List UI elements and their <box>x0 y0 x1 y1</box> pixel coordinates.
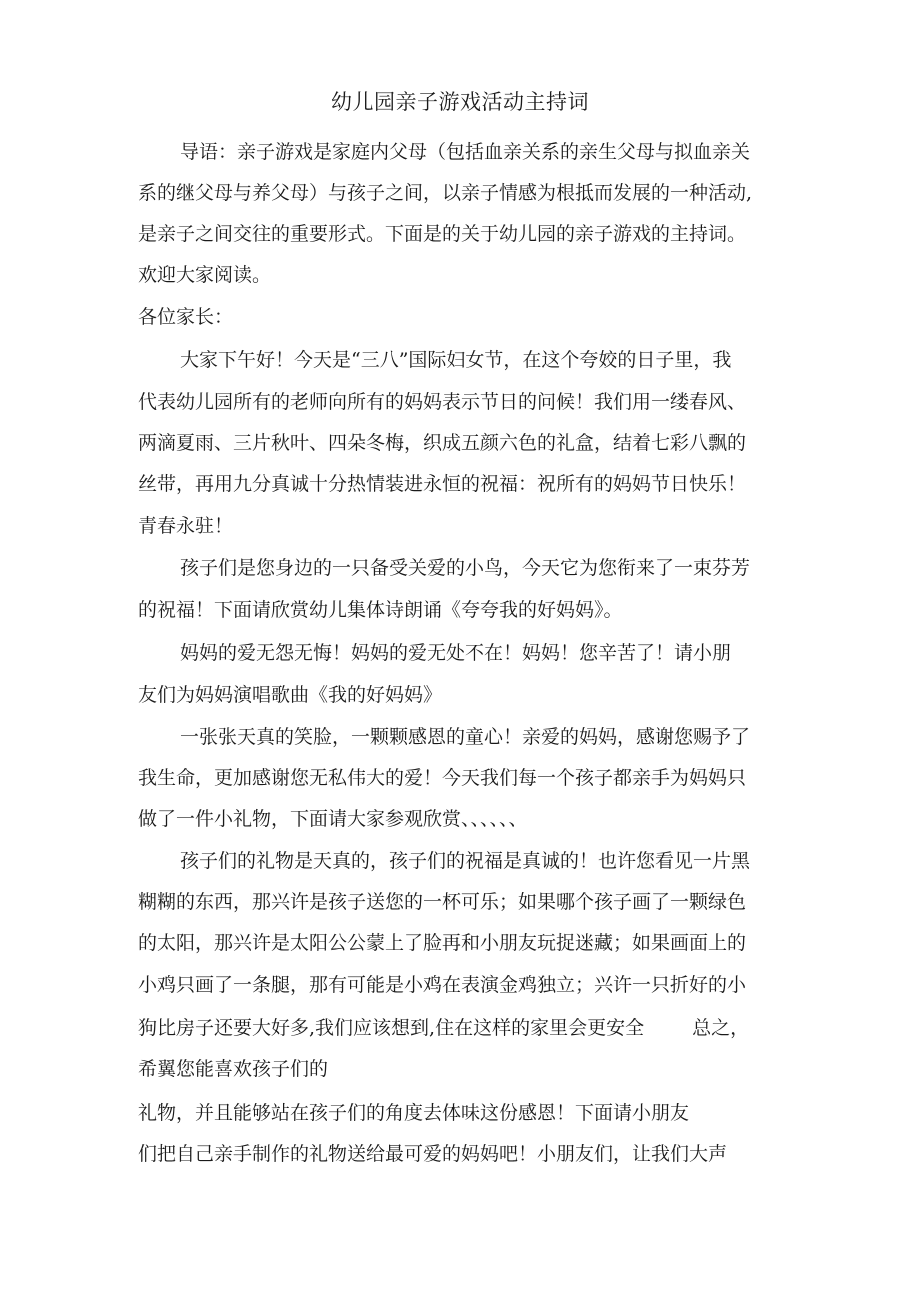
text-fragment: 狗比房子还要大好多,我们应该想到,住在这样的家里会更安全 <box>138 1017 645 1039</box>
text-line: 代表幼儿园所有的老师向所有的妈妈表示节日的问候！我们用一缕春风、 <box>138 391 747 413</box>
text-line: 妈妈的爱无怨无悔！妈妈的爱无处不在！妈妈！您辛苦了！请小朋 <box>180 642 732 664</box>
salutation: 各位家长： <box>138 306 234 328</box>
text-line: 的太阳，那兴许是太阳公公蒙上了脸再和小朋友玩捉迷藏；如果画面上的 <box>138 932 747 954</box>
text-line: 我生命，更加感谢您无私伟大的爱！今天我们每一个孩子都亲手为妈妈只 <box>138 767 747 789</box>
text-line <box>138 1016 749 1040</box>
text-line: 一张张天真的笑脸，一颗颗感恩的童心！亲爱的妈妈，感谢您赐予了 <box>180 726 751 748</box>
text-line: 丝带，再用九分真诚十分热情装进永恒的祝福：祝所有的妈妈节日快乐！ <box>138 473 747 495</box>
text-line: 青春永驻！ <box>138 515 234 537</box>
text-line: 两滴夏雨、三片秋叶、四朵冬梅，织成五颜六色的礼盒，结着七彩八飘的 <box>138 432 747 454</box>
text-line: 的祝福！下面请欣赏幼儿集体诗朗诵《夸夸我的好妈妈》。 <box>138 599 623 621</box>
document-title: 幼儿园亲子游戏活动主持词 <box>331 90 589 114</box>
text-fragment: 总之， <box>692 1017 750 1039</box>
text-line: 大家下午好！今天是“三八”国际妇女节，在这个夸姣的日子里，我 <box>180 349 732 371</box>
text-line: 希翼您能喜欢孩子们的 <box>138 1058 329 1080</box>
text-line: 孩子们是您身边的一只备受关爱的小鸟，今天它为您衔来了一束芬芳 <box>180 557 751 579</box>
text-line: 友们为妈妈演唱歌曲《我的好妈妈》 <box>138 684 443 706</box>
text-line: 系的继父母与养父母）与孩子之间，以亲子情感为根抵而发展的一种活动, <box>138 182 753 204</box>
text-line: 做了一件小礼物，下面请大家参观欣赏、、、、、、 <box>138 808 528 830</box>
text-line: 小鸡只画了一条腿，那有可能是小鸡在表演金鸡独立；兴许一只折好的小 <box>138 974 747 996</box>
text-line: 礼物，并且能够站在孩子们的角度去体味这份感恩！下面请小朋友 <box>138 1102 690 1124</box>
text-line: 是亲子之间交往的重要形式。下面是的关于幼儿园的亲子游戏的主持词。 <box>138 223 747 245</box>
text-line: 欢迎大家阅读。 <box>138 264 272 286</box>
text-line: 孩子们的礼物是天真的，孩子们的祝福是真诚的！也许您看见一片黑 <box>180 850 751 872</box>
text-line: 们把自己亲手制作的礼物送给最可爱的妈妈吧！小朋友们，让我们大声 <box>138 1143 728 1165</box>
text-line: 导语：亲子游戏是家庭内父母（包括血亲关系的亲生父母与拟血亲关 <box>180 141 751 163</box>
text-line: 糊糊的东西，那兴许是孩子送您的一杯可乐；如果哪个孩子画了一颗绿色 <box>138 891 747 913</box>
